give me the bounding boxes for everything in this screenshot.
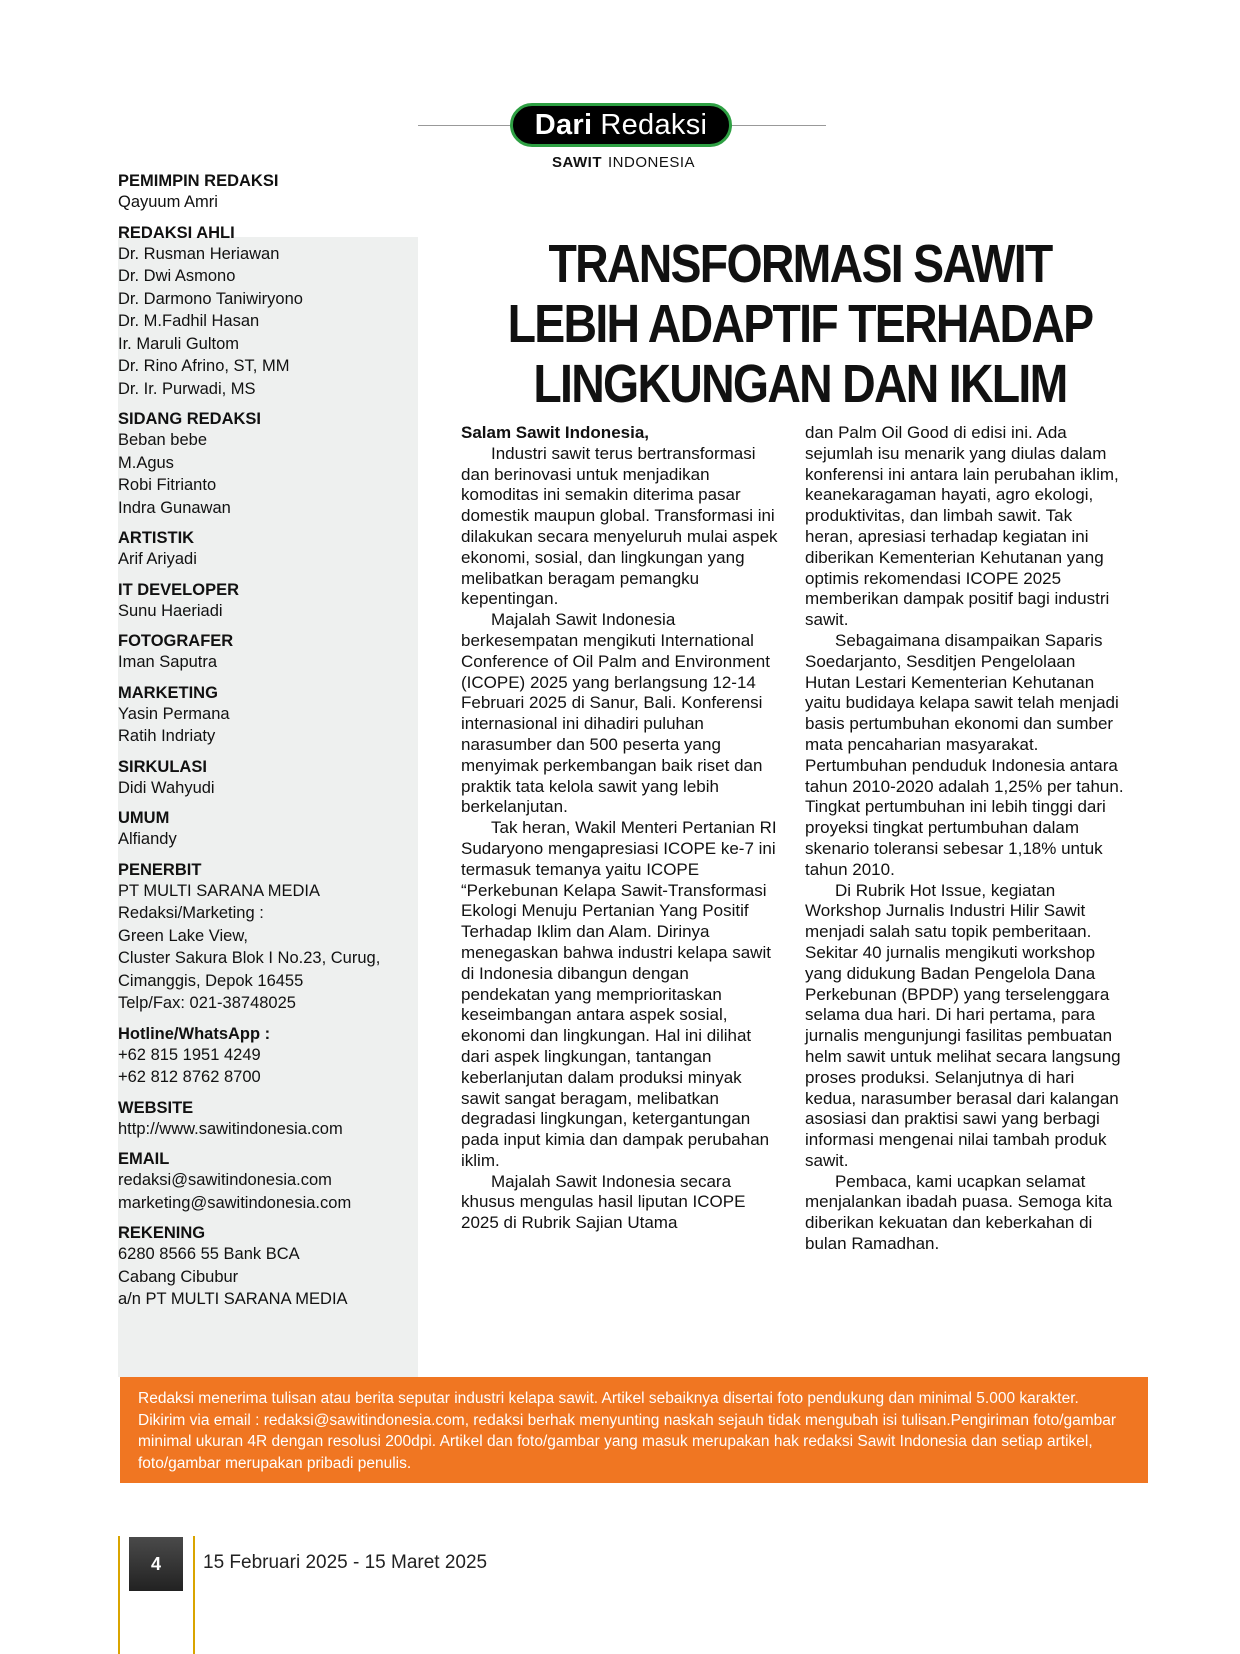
masthead-sidebar — [118, 172, 418, 1321]
masthead-value: Dr. Ir. Purwadi, MS — [118, 379, 256, 398]
brand-bold: SAWIT — [552, 154, 602, 171]
masthead-value: Dr. Rino Afrino, ST, MM — [118, 357, 290, 375]
masthead-value: Telp/Fax: 021-38748025 — [118, 994, 296, 1012]
masthead-value: 6280 8566 55 Bank BCA — [118, 1245, 300, 1263]
masthead-section — [118, 1025, 418, 1089]
masthead-section — [118, 581, 418, 623]
section-badge — [510, 103, 732, 147]
masthead-value: Redaksi/Marketing : — [118, 904, 264, 922]
masthead-value: Green Lake View, — [118, 926, 248, 945]
masthead-heading: FOTOGRAFER — [118, 632, 234, 650]
masthead-value: Ir. Maruli Gultom — [118, 334, 240, 353]
masthead-value: PT MULTI SARANA MEDIA — [118, 881, 321, 900]
masthead-value: a/n PT MULTI SARANA MEDIA — [118, 1290, 348, 1308]
masthead-heading: ARTISTIK — [118, 529, 195, 547]
submission-notice: Redaksi menerima tulisan atau berita seputar industri kelapa sawit. Artikel sebaiknya disertai foto pendukung dan minimal 5.000 karakter. Dikirim via email : redaksi@sawitindonesia.com, redaksi berhak menyunting naskah sejauh tidak mengubah isi tulisan.Pengiriman foto/gambar minimal ukuran 4R dengan resolusi 200dpi. Artikel dan foto/gambar yang masuk merupakan hak redaksi Sawit Indonesia dan setiap artikel, foto/gambar merupakan pribadi penulis. — [120, 1377, 1148, 1483]
headline-line-3: LINGKUNGAN DAN IKLIM — [533, 354, 1067, 414]
paragraph: Tak heran, Wakil Menteri Pertanian RI Sudaryono mengapresiasi ICOPE ke-7 ini termasuk temanya yaitu ICOPE “Perkebunan Kelapa Sawit-Transformasi Ekologi Menuju Pertanian Yang Positif Terhadap Iklim dan Alam. Dirinya menegaskan bahwa industri kelapa sawit di Indonesia dibangun dengan pendekatan yang memprioritaskan keseimbangan antara aspek sosial, ekonomi dan lingkungan. Hal ini dilihat dari aspek lingkungan, tantangan keberlanjutan dalam produksi minyak sawit sangat beragam, melibatkan degradasi lingkungan, ketergantungan pada input kimia dan dampak perubahan iklim. — [461, 818, 777, 1170]
salutation: Salam Sawit Indonesia, — [461, 423, 650, 442]
masthead-value: Yasin Permana — [118, 704, 230, 723]
masthead-value: Robi Fitrianto — [118, 476, 217, 494]
masthead-heading: REKENING — [118, 1224, 206, 1242]
masthead-section — [118, 1224, 418, 1311]
paragraph-continuation: dan Palm Oil Good di edisi ini. Ada sejumlah isu menarik yang diulas dalam konferensi ini antara lain perubahan iklim, keanekaragaman hayati, agro ekologi, produktivitas, dan limbah sawit. Tak heran, apresiasi terhadap kegiatan ini diberikan Kementerian Kehutanan yang optimis rekomendasi ICOPE 2025 memberikan dampak positif bagi industri sawit. — [805, 423, 1119, 630]
paragraph: Di Rubrik Hot Issue, kegiatan Workshop Jurnalis Industri Hilir Sawit menjadi salah satu topik pemberitaan. Sekitar 40 jurnalis mengikuti workshop yang didukung Badan Pengelola Dana Perkebunan (BPDP) yang terselenggara selama dua hari. Di hari pertama, para jurnalis mengunjungi fasilitas pembuatan helm sawit untuk melihat secara langsung proses produksi. Selanjutnya di hari kedua, narasumber berasal dari kalangan asosiasi dan praktisi sawi yang berbagi informasi mengenai nilai tambah produk sawit. — [805, 880, 1121, 1170]
masthead-heading: Hotline/WhatsApp : — [118, 1024, 271, 1043]
masthead-section — [118, 809, 418, 851]
footer-rule-right — [193, 1536, 195, 1654]
paragraph: Sebagaimana disampaikan Saparis Soedarjanto, Sesditjen Pengelolaan Hutan Lestari Kementerian Kehutanan yaitu budidaya kelapa sawit telah menjadi basis pertumbuhan ekonomi dan sumber mata pencaharian masyarakat. Pertumbuhan penduduk Indonesia antara tahun 2010-2020 adalah 1,25% per tahun. Tingkat pertumbuhan ini lebih tinggi dari proyeksi tingkat pertumbuhan dalam skenario toleransi sebesar 1,18% untuk tahun 2010. — [805, 630, 1124, 879]
masthead-section — [118, 1099, 418, 1141]
masthead-section — [118, 224, 418, 401]
masthead-value: Dr. Dwi Asmono — [118, 267, 236, 285]
masthead-value: Cluster Sakura Blok I No.23, Curug, — [118, 949, 381, 967]
article-column-2 — [805, 423, 1125, 1255]
headline-line-1: TRANSFORMASI SAWIT — [548, 234, 1052, 294]
masthead-heading: PENERBIT — [118, 860, 202, 879]
masthead-heading: UMUM — [118, 809, 170, 827]
header-rule-left — [418, 125, 518, 126]
badge-bold-text: Dari — [534, 108, 593, 141]
issue-date-range: 15 Februari 2025 - 15 Maret 2025 — [203, 1552, 488, 1573]
masthead-value: redaksi@sawitindonesia.com — [118, 1171, 332, 1189]
masthead-value: +62 812 8762 8700 — [118, 1068, 261, 1086]
headline-line-2: LEBIH ADAPTIF TERHADAP — [507, 294, 1093, 354]
masthead-heading: SIDANG REDAKSI — [118, 410, 262, 428]
masthead-value: http://www.sawitindonesia.com — [118, 1119, 343, 1138]
badge-light-text: Redaksi — [600, 108, 708, 141]
masthead-value: Cimanggis, Depok 16455 — [118, 971, 304, 990]
masthead-section — [118, 684, 418, 748]
paragraph: Pembaca, kami ucapkan selamat menjalankan ibadah puasa. Semoga kita diberikan kekuatan dan keberkahan di bulan Ramadhan. — [805, 1171, 1113, 1254]
masthead-value: Didi Wahyudi — [118, 778, 215, 797]
masthead-heading: SIRKULASI — [118, 757, 207, 776]
masthead-value: Iman Saputra — [118, 653, 218, 671]
masthead-value: Arif Ariyadi — [118, 550, 197, 568]
page-number: 4 — [129, 1537, 183, 1591]
masthead-value: Dr. M.Fadhil Hasan — [118, 312, 260, 330]
masthead-value: Dr. Darmono Taniwiryono — [118, 289, 303, 308]
masthead-heading: PEMIMPIN REDAKSI — [118, 172, 279, 190]
masthead-heading: EMAIL — [118, 1150, 170, 1168]
masthead-value: Cabang Cibubur — [118, 1267, 239, 1286]
masthead-heading: REDAKSI AHLI — [118, 223, 235, 242]
masthead-section — [118, 410, 418, 519]
article-column-1 — [461, 423, 781, 1234]
masthead-heading: WEBSITE — [118, 1098, 194, 1117]
masthead-value: Sunu Haeriadi — [118, 601, 223, 620]
masthead-heading: MARKETING — [118, 683, 218, 702]
footer-rule-left — [118, 1536, 120, 1654]
masthead-section — [118, 172, 418, 214]
paragraph: Majalah Sawit Indonesia berkesempatan mengikuti International Conference of Oil Palm and Environment (ICOPE) 2025 yang berlangsung 12-14 Februari 2025 di Sanur, Bali. Konferensi internasional ini dihadiri puluhan narasumber dan 500 peserta yang menyimak perkembangan baik riset dan praktik tata kelola sawit yang lebih berkelanjutan. — [461, 610, 770, 817]
header-rule-right — [730, 125, 826, 126]
masthead-value: Qayuum Amri — [118, 193, 218, 211]
masthead-section — [118, 1150, 418, 1214]
masthead-value: Beban bebe — [118, 431, 208, 449]
masthead-value: Dr. Rusman Heriawan — [118, 244, 280, 263]
masthead-value: M.Agus — [118, 453, 174, 472]
masthead-value: Indra Gunawan — [118, 498, 231, 517]
article-headline — [503, 234, 1096, 414]
magazine-brand — [552, 154, 695, 171]
paragraph: Majalah Sawit Indonesia secara khusus mengulas hasil liputan ICOPE 2025 di Rubrik Sajian Utama — [461, 1171, 746, 1233]
masthead-value: Alfiandy — [118, 830, 177, 848]
masthead-section — [118, 632, 418, 674]
masthead-value: Ratih Indriaty — [118, 727, 216, 745]
masthead-value: +62 815 1951 4249 — [118, 1045, 261, 1064]
brand-light: INDONESIA — [608, 154, 696, 171]
masthead-section — [118, 861, 418, 1015]
masthead-heading: IT DEVELOPER — [118, 580, 240, 599]
masthead-value: marketing@sawitindonesia.com — [118, 1193, 352, 1212]
masthead-section — [118, 529, 418, 571]
paragraph: Industri sawit terus bertransformasi dan berinovasi untuk menjadikan komoditas ini semakin diterima pasar domestik maupun global. Transformasi ini dilakukan secara menyeluruh mulai aspek ekonomi, sosial, dan lingkungan yang melibatkan beragam pemangku kepentingan. — [461, 443, 778, 609]
masthead-section — [118, 758, 418, 800]
